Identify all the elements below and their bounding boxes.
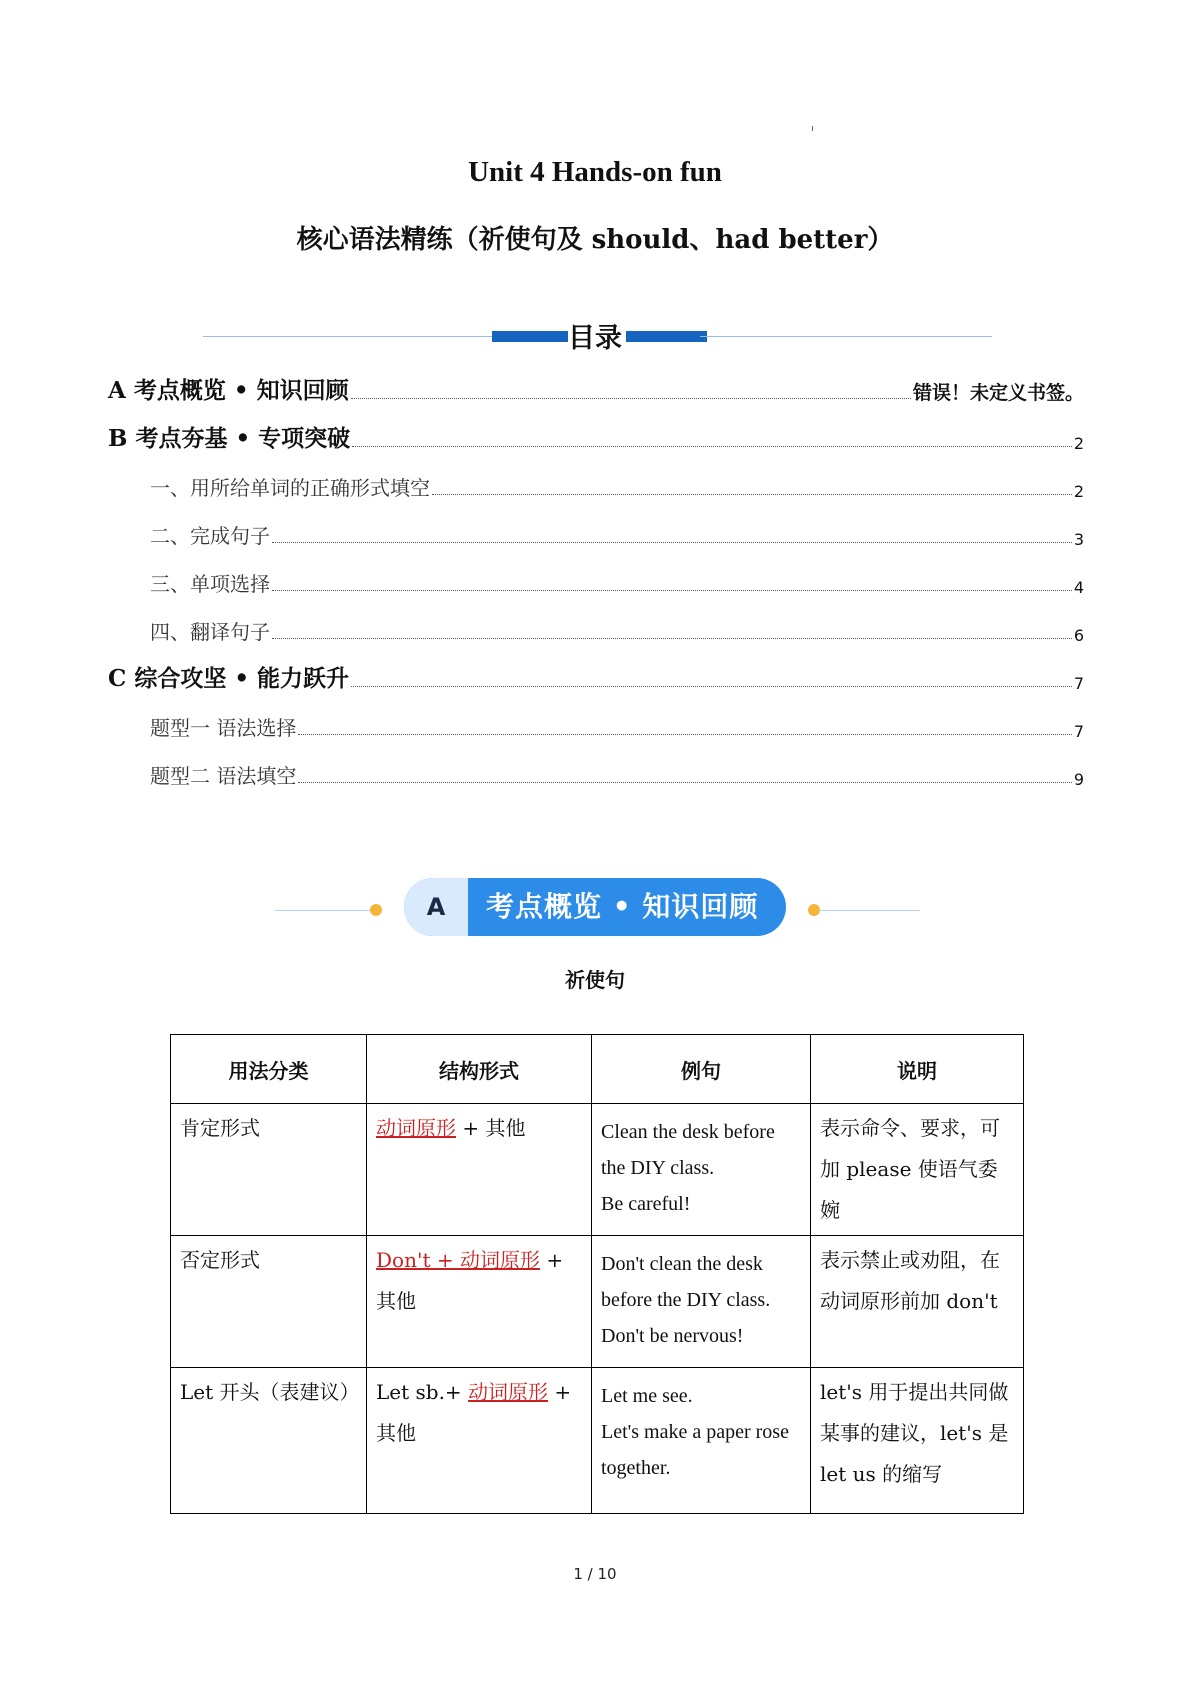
example-cell [592, 1104, 811, 1236]
banner-rule-left [275, 910, 375, 911]
example-sentence: Let's make a paper rose together. [601, 1421, 789, 1479]
toc-entry-label: A 考点概览 • 知识回顾 [108, 377, 349, 404]
toc-entry-page: 4 [1073, 578, 1084, 597]
page-number: 1 / 10 [573, 1565, 617, 1583]
category-cell: 肯定形式 [171, 1104, 367, 1236]
toc-entry-label: B 考点夯基 • 专项突破 [108, 425, 351, 452]
toc-entry-b4[interactable] [150, 615, 1084, 645]
table-header-cell: 例句 [592, 1035, 811, 1104]
toc-bar-left [492, 331, 568, 342]
toc-leader [351, 398, 911, 399]
toc-leader [351, 686, 1072, 687]
table-row [171, 1368, 1024, 1514]
toc-entry-label: 一、用所给单词的正确形式填空 [150, 476, 430, 500]
structure-rest: + 其他 [456, 1116, 526, 1140]
grammar-table [170, 1034, 1024, 1514]
toc-leader [298, 782, 1071, 783]
toc-entry-page: 2 [1073, 482, 1084, 501]
structure-highlight: 动词原形 [376, 1116, 456, 1140]
toc-entry-page: 错误！未定义书签。 [912, 382, 1084, 404]
toc-leader [298, 734, 1071, 735]
category-cell: Let 开头（表建议） [171, 1368, 367, 1514]
toc-heading: 目录 [568, 323, 622, 354]
banner-rule-right [818, 910, 920, 911]
structure-rest: + 其他 [376, 1380, 572, 1445]
toc-entry-page: 7 [1073, 674, 1084, 693]
note-cell: let's 用于提出共同做某事的建议，let's 是 let us 的缩写 [811, 1368, 1024, 1514]
example-sentence: Clean the desk before the DIY class. [601, 1121, 775, 1179]
toc-entry-label: 二、完成句子 [150, 524, 270, 548]
example-sentence: Be careful! [601, 1193, 691, 1215]
structure-rest: + 其他 [376, 1248, 564, 1313]
toc-entry-label: 题型二 语法填空 [150, 764, 297, 788]
toc-entry-b2[interactable] [150, 519, 1084, 549]
structure-prefix: Let sb.+ [376, 1380, 469, 1404]
toc-entry-a[interactable] [108, 375, 1084, 405]
example-cell [592, 1236, 811, 1368]
toc-bar-right [626, 331, 707, 342]
note-cell: 表示命令、要求，可加 please 使语气委婉 [811, 1104, 1024, 1236]
section-banner [404, 878, 786, 936]
table-header-cell: 说明 [811, 1035, 1024, 1104]
toc-entry-page: 3 [1073, 530, 1084, 549]
toc-entry-page: 9 [1073, 770, 1084, 789]
page-title: Unit 4 Hands-on fun [468, 156, 722, 188]
toc-leader [272, 590, 1072, 591]
toc-entry-c2[interactable] [150, 759, 1084, 789]
table-header-row [171, 1035, 1024, 1104]
section-letter: A [404, 878, 468, 936]
toc-rule-right [700, 336, 992, 337]
toc-entry-b3[interactable] [150, 567, 1084, 597]
structure-highlight: Don't + 动词原形 [376, 1248, 540, 1272]
banner-dot-left [370, 904, 382, 916]
toc-entry-c[interactable] [108, 663, 1084, 693]
toc-entry-page: 6 [1073, 626, 1084, 645]
category-cell: 否定形式 [171, 1236, 367, 1368]
example-sentence: Don't clean the desk before the DIY class. [601, 1253, 771, 1311]
toc-entry-label: 四、翻译句子 [150, 620, 270, 644]
toc-leader [272, 542, 1072, 543]
example-cell [592, 1368, 811, 1514]
section-title: 考点概览 • 知识回顾 [486, 890, 759, 923]
toc-leader [272, 638, 1072, 639]
toc-entry-page: 2 [1073, 434, 1084, 453]
table-row [171, 1104, 1024, 1236]
example-sentence: Let me see. [601, 1385, 693, 1407]
structure-highlight: 动词原形 [468, 1380, 549, 1404]
table-row [171, 1236, 1024, 1368]
toc-entry-label: 三、单项选择 [150, 572, 270, 596]
toc-rule-left [203, 336, 500, 337]
subheading: 祈使句 [565, 968, 625, 992]
toc-entry-b[interactable] [108, 423, 1084, 453]
note-cell: 表示禁止或劝阻，在动词原形前加 don't [811, 1236, 1024, 1368]
header-tick [812, 126, 813, 131]
toc-entry-label: C 综合攻坚 • 能力跃升 [108, 665, 350, 692]
page-subtitle: 核心语法精练（祈使句及 should、had better） [296, 225, 894, 255]
example-sentence: Don't be nervous! [601, 1325, 744, 1347]
toc-entry-label: 题型一 语法选择 [150, 716, 297, 740]
toc-entry-c1[interactable] [150, 711, 1084, 741]
structure-cell [367, 1104, 592, 1236]
table-header-cell: 结构形式 [367, 1035, 592, 1104]
toc-entry-b1[interactable] [150, 471, 1084, 501]
structure-cell [367, 1368, 592, 1514]
toc-entry-page: 7 [1073, 722, 1084, 741]
toc-leader [432, 494, 1072, 495]
table-header-cell: 用法分类 [171, 1035, 367, 1104]
structure-cell [367, 1236, 592, 1368]
toc-leader [352, 446, 1072, 447]
